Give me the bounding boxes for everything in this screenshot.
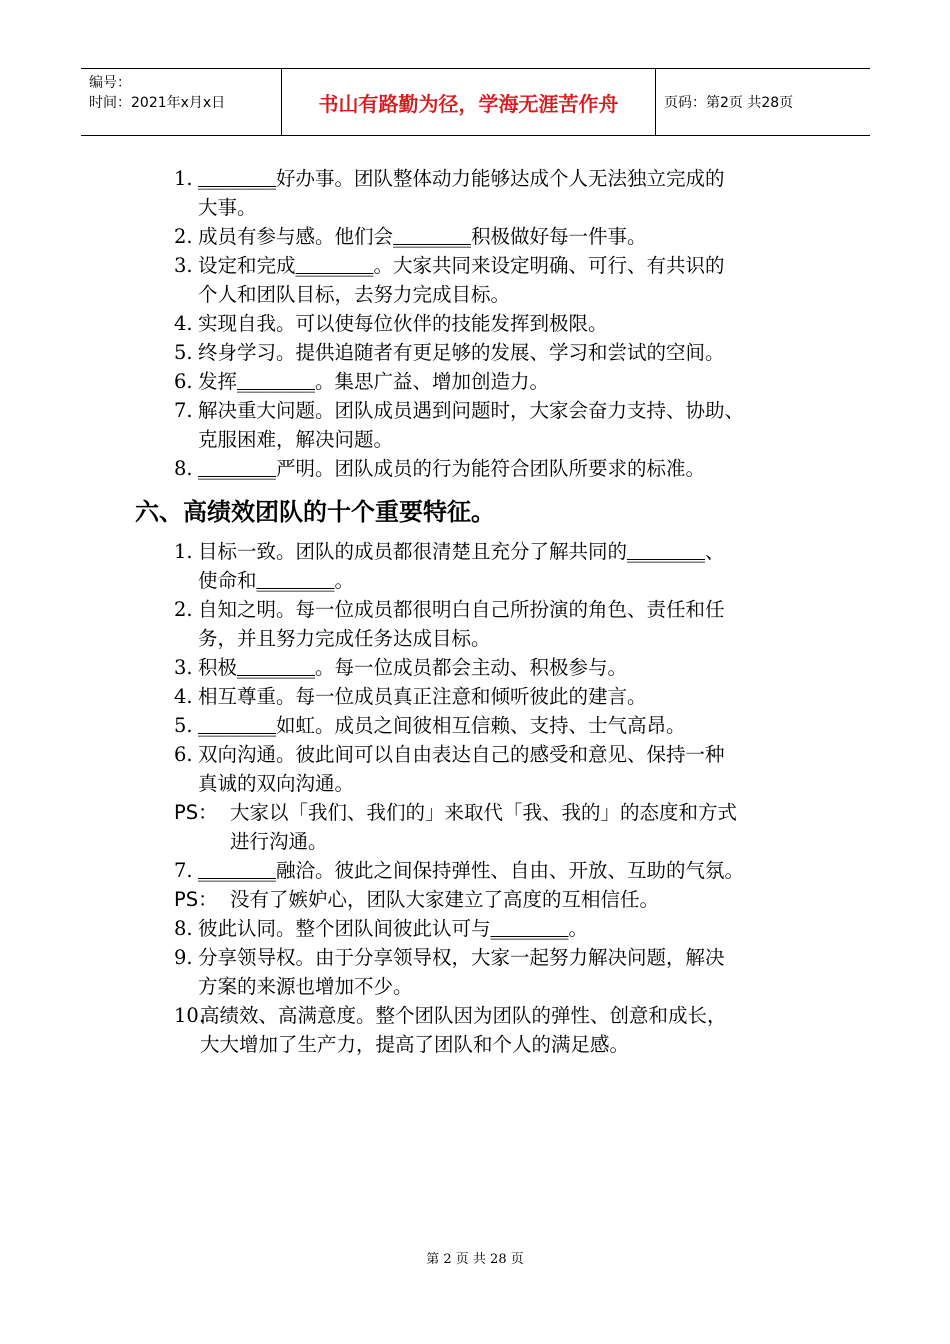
list-item-line: 使命和________。 xyxy=(198,569,355,592)
list-item-line: 实现自我。可以使每位伙伴的技能发挥到极限。 xyxy=(198,312,608,335)
list-item-line: 积极________。每一位成员都会主动、积极参与。 xyxy=(198,656,628,679)
high-performance-team-features-list xyxy=(174,537,854,1059)
list-item-number: 7. xyxy=(174,399,193,422)
list-item-line: 大大增加了生产力，提高了团队和个人的满足感。 xyxy=(200,1033,630,1056)
list-item-line: 解决重大问题。团队成员遇到问题时，大家会奋力支持、协助、 xyxy=(198,399,745,422)
list-item xyxy=(174,454,854,483)
list-item-line: 没有了嫉妒心，团队大家建立了高度的互相信任。 xyxy=(230,888,660,911)
list-item-number: 6. xyxy=(174,743,193,766)
document-number-label: 编号： xyxy=(89,75,131,91)
list-item xyxy=(174,740,854,798)
ps-note xyxy=(174,885,854,914)
fill-in-blank: ________ xyxy=(237,656,316,679)
list-item-number: 8. xyxy=(174,457,193,480)
list-item xyxy=(174,1001,854,1059)
fill-in-blank: ________ xyxy=(256,569,335,592)
list-item xyxy=(174,856,854,885)
list-item xyxy=(174,367,854,396)
list-item xyxy=(174,164,854,222)
list-item-line: 方案的来源也增加不少。 xyxy=(198,975,413,998)
fill-in-blank: ________ xyxy=(198,859,276,882)
fill-in-blank: ________ xyxy=(198,167,276,190)
list-item xyxy=(174,711,854,740)
fill-in-blank: ________ xyxy=(198,714,276,737)
list-item-number: 1. xyxy=(174,167,193,190)
list-item xyxy=(174,943,854,1001)
header-motto: 书山有路勤为径，学海无涯苦作舟 xyxy=(318,91,619,116)
list-item xyxy=(174,595,854,653)
list-item-number: 8. xyxy=(174,917,193,940)
list-item xyxy=(174,682,854,711)
list-item xyxy=(174,338,854,367)
list-item-line: 真诚的双向沟通。 xyxy=(198,772,355,795)
list-item-line: 大家以「我们、我们的」来取代「我、我的」的态度和方式 xyxy=(230,801,738,824)
list-item xyxy=(174,914,854,943)
page-header xyxy=(81,68,870,136)
list-item-line: 发挥________。集思广益、增加创造力。 xyxy=(198,370,550,393)
page-footer: 第 2 页 共 28 页 xyxy=(426,1252,524,1267)
list-item-line: 设定和完成________。大家共同来设定明确、可行、有共识的 xyxy=(198,254,725,277)
fill-in-blank: ________ xyxy=(198,457,276,480)
fill-in-blank: ________ xyxy=(490,917,569,940)
list-item xyxy=(174,653,854,682)
list-item-number: 9. xyxy=(174,946,193,969)
list-item xyxy=(174,222,854,251)
list-item-number: 7. xyxy=(174,859,193,882)
ps-note xyxy=(174,798,854,856)
list-item-line: 成员有参与感。他们会________积极做好每一件事。 xyxy=(198,225,647,248)
list-item-line: 高绩效、高满意度。整个团队因为团队的弹性、创意和成长， xyxy=(200,1004,727,1027)
list-item-line: 个人和团队目标，去努力完成目标。 xyxy=(198,283,511,306)
fill-in-blank: ________ xyxy=(237,370,316,393)
list-item-line: ________好办事。团队整体动力能够达成个人无法独立完成的 xyxy=(198,167,725,190)
fill-in-blank: ________ xyxy=(627,540,706,563)
list-item-line: 克服困难，解决问题。 xyxy=(198,428,394,451)
list-item-number: 2. xyxy=(174,225,193,248)
header-motto-cell xyxy=(282,69,656,135)
list-item-line: 目标一致。团队的成员都很清楚且充分了解共同的________、 xyxy=(198,540,725,563)
list-item-number: 5. xyxy=(174,341,193,364)
list-item-line: 自知之明。每一位成员都很明白自己所扮演的角色、责任和任 xyxy=(198,598,725,621)
document-date: 时间：2021年x月x日 xyxy=(89,95,226,111)
list-item-line: ________严明。团队成员的行为能符合团队所要求的标准。 xyxy=(198,457,706,480)
list-item xyxy=(174,537,854,595)
list-item-line: 大事。 xyxy=(198,196,257,219)
list-item xyxy=(174,309,854,338)
list-item-line: 进行沟通。 xyxy=(230,830,328,853)
list-item-line: 务，并且努力完成任务达成目标。 xyxy=(198,627,491,650)
section-title: 六、高绩效团队的十个重要特征。 xyxy=(135,498,495,526)
list-item-line: 终身学习。提供追随者有更足够的发展、学习和尝试的空间。 xyxy=(198,341,725,364)
fill-in-blank: ________ xyxy=(295,254,374,277)
header-page-info-cell xyxy=(656,69,870,135)
list-item-line: ________融洽。彼此之间保持弹性、自由、开放、互助的气氛。 xyxy=(198,859,745,882)
list-item-line: 彼此认同。整个团队间彼此认可与________。 xyxy=(198,917,589,940)
list-item-number: 4. xyxy=(174,685,193,708)
list-item-line: 双向沟通。彼此间可以自由表达自己的感受和意见、保持一种 xyxy=(198,743,725,766)
team-benefits-list xyxy=(174,164,854,483)
list-item-number: 5. xyxy=(174,714,193,737)
header-meta xyxy=(81,69,282,135)
list-item xyxy=(174,396,854,454)
list-item-number: 3. xyxy=(174,254,193,277)
header-page-info: 页码：第2页 共28页 xyxy=(664,95,794,111)
list-item-number: 1. xyxy=(174,540,193,563)
list-item xyxy=(174,251,854,309)
list-item-number: 6. xyxy=(174,370,193,393)
list-item-number: PS： xyxy=(174,801,218,824)
list-item-number: 4. xyxy=(174,312,193,335)
list-item-line: 相互尊重。每一位成员真正注意和倾听彼此的建言。 xyxy=(198,685,647,708)
list-item-number: 10. xyxy=(174,1004,206,1027)
fill-in-blank: ________ xyxy=(393,225,472,248)
list-item-number: 3. xyxy=(174,656,193,679)
list-item-line: 分享领导权。由于分享领导权，大家一起努力解决问题，解决 xyxy=(198,946,725,969)
list-item-number: 2. xyxy=(174,598,193,621)
list-item-line: ________如虹。成员之间彼相互信赖、支持、士气高昂。 xyxy=(198,714,686,737)
list-item-number: PS： xyxy=(174,888,218,911)
